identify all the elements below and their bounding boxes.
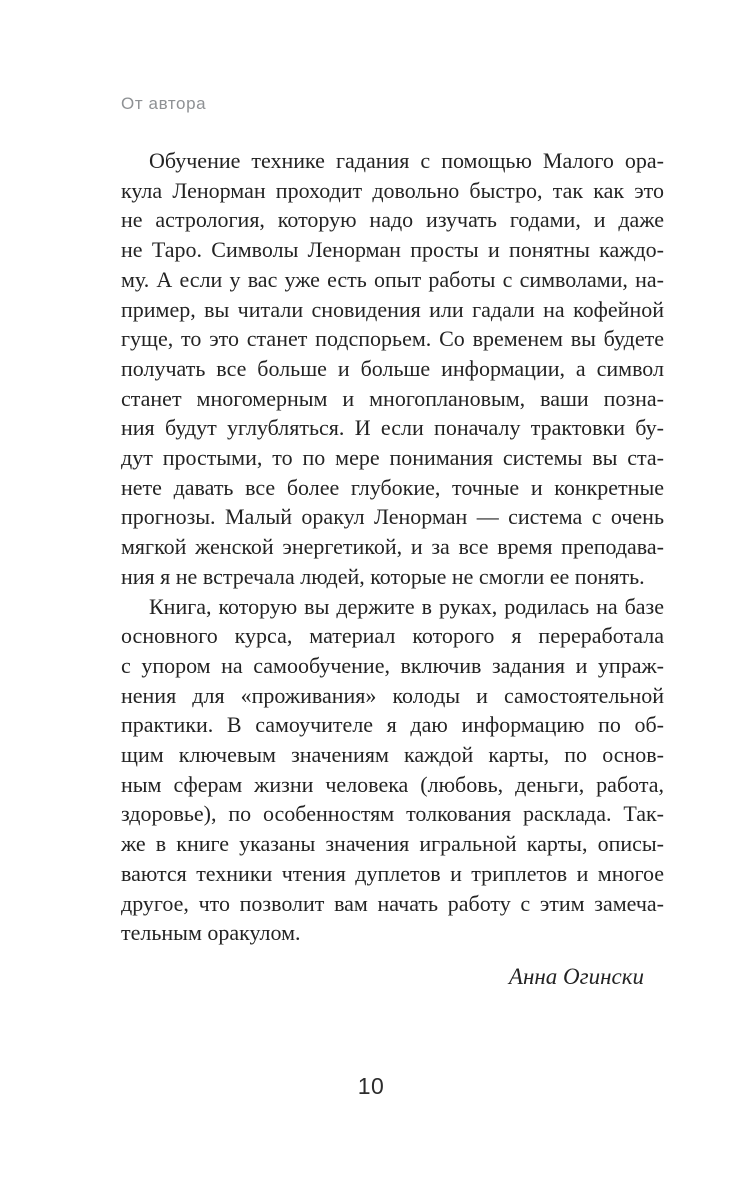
text-line: же в книге указаны значения игральной карты, описы- — [121, 831, 664, 857]
text-line: гуще, то это станет подспорьем. Со временем вы будете — [121, 326, 664, 352]
text-line: основного курса, материал которого я переработала — [121, 623, 664, 649]
text-line: му. А если у вас уже есть опыт работы с символами, на- — [121, 266, 664, 292]
text-line: ния я не встречала людей, которые не смогли ее понять. — [121, 563, 645, 589]
text-line: станет многомерным и многоплановым, ваши позна- — [121, 385, 664, 411]
author-signature: Анна Огински — [508, 963, 644, 989]
text-line: Обучение технике гадания с помощью Малого ора- — [149, 148, 664, 173]
text-line: ваются техники чтения дуплетов и триплетов и многое — [121, 860, 664, 886]
text-line: с упором на самообучение, включив задания и упраж- — [121, 652, 664, 678]
text-line: нете давать все более глубокие, точные и конкретные — [121, 474, 664, 500]
text-line: Книга, которую вы держите в руках, родилась на базе — [149, 593, 664, 619]
page-number: 10 — [357, 1073, 385, 1099]
text-line: ния будут углубляться. И если поначалу трактовки бу- — [121, 415, 664, 441]
text-line: тельным оракулом. — [121, 920, 301, 946]
text-line: мягкой женской энергетикой, и за все время преподава- — [121, 534, 664, 560]
text-line: пример, вы читали сновидения или гадали на кофейной — [121, 296, 664, 322]
text-line: ным сферам жизни человека (любовь, деньги, работа, — [121, 771, 664, 797]
text-line: не астрология, которую надо изучать годами, и даже — [121, 207, 664, 233]
text-line: здоровье), по особенностям толкования расклада. Так- — [121, 801, 664, 827]
text-line: кула Ленорман проходит довольно быстро, так как это — [121, 177, 664, 203]
text-line: дут простыми, то по мере понимания системы вы ста- — [121, 445, 664, 471]
text-line: щим ключевым значениям каждой карты, по основ- — [121, 742, 664, 768]
body-text — [121, 146, 664, 992]
text-line: практики. В самоучителе я даю информацию по об- — [121, 712, 664, 738]
text-line: не Таро. Символы Ленорман просты и понятны каждо- — [121, 237, 664, 263]
text-line: получать все больше и больше информации, а символ — [121, 355, 664, 381]
text-line: прогнозы. Малый оракул Ленорман — система с очень — [121, 504, 664, 530]
text-line: другое, что позволит вам начать работу с этим замеча- — [121, 890, 664, 916]
paragraph — [121, 592, 664, 948]
paragraph — [121, 146, 664, 592]
running-header: От автора — [121, 94, 207, 113]
text-line: нения для «проживания» колоды и самостоятельной — [121, 682, 664, 708]
